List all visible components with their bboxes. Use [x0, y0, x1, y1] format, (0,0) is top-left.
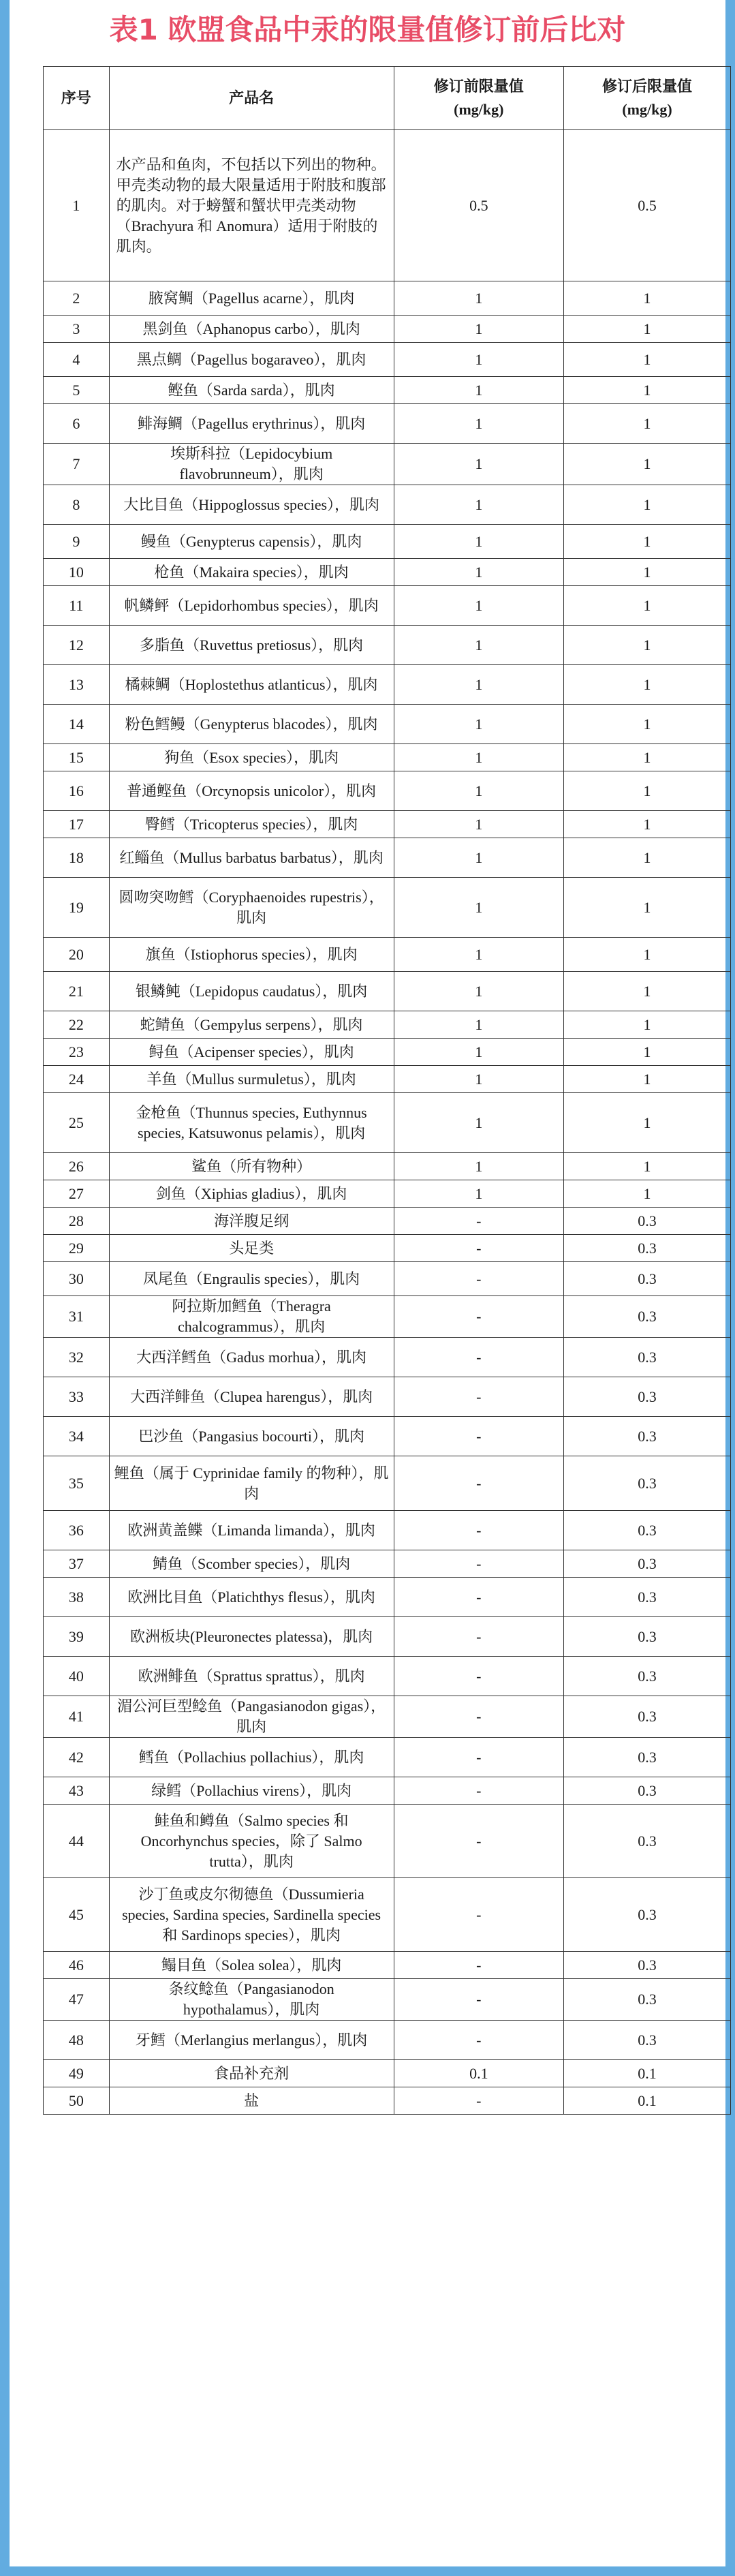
- cell-pre-limit: 1: [394, 404, 563, 444]
- cell-product-name: 鲤鱼（属于 Cyprinidae family 的物种），肌肉: [109, 1456, 394, 1511]
- cell-post-limit: 0.3: [564, 1262, 731, 1296]
- cell-no: 44: [44, 1805, 110, 1878]
- cell-post-limit: 1: [564, 586, 731, 626]
- cell-no: 28: [44, 1208, 110, 1235]
- table-row: [44, 404, 731, 444]
- cell-post-limit: 0.3: [564, 1550, 731, 1578]
- cell-product-name: 普通鲣鱼（Orcynopsis unicolor），肌肉: [109, 771, 394, 811]
- cell-pre-limit: -: [394, 1550, 563, 1578]
- table-row: [44, 1617, 731, 1657]
- table-row: [44, 485, 731, 525]
- cell-pre-limit: 1: [394, 972, 563, 1011]
- table-row: [44, 1338, 731, 1377]
- cell-pre-limit: 1: [394, 377, 563, 404]
- cell-pre-limit: 1: [394, 1011, 563, 1039]
- cell-post-limit: 1: [564, 1066, 731, 1093]
- cell-post-limit: 1: [564, 1180, 731, 1208]
- cell-product-name: 狗鱼（Esox species），肌肉: [109, 744, 394, 771]
- cell-post-limit: 0.3: [564, 1235, 731, 1262]
- cell-post-limit: 0.1: [564, 2060, 731, 2087]
- cell-pre-limit: -: [394, 1878, 563, 1952]
- cell-no: 42: [44, 1738, 110, 1777]
- cell-pre-limit: 1: [394, 771, 563, 811]
- cell-pre-limit: 1: [394, 444, 563, 485]
- cell-no: 36: [44, 1511, 110, 1550]
- table-row: [44, 1456, 731, 1511]
- cell-no: 38: [44, 1578, 110, 1617]
- cell-pre-limit: 1: [394, 316, 563, 343]
- header-post-label: 修订后限量值: [602, 78, 693, 95]
- cell-no: 13: [44, 665, 110, 705]
- table-row: [44, 1878, 731, 1952]
- cell-post-limit: 0.3: [564, 1979, 731, 2021]
- cell-no: 16: [44, 771, 110, 811]
- cell-product-name: 旗鱼（Istiophorus species），肌肉: [109, 938, 394, 972]
- cell-product-name: 鳗鱼（Genypterus capensis），肌肉: [109, 525, 394, 559]
- table-row: [44, 130, 731, 281]
- cell-no: 7: [44, 444, 110, 485]
- cell-no: 29: [44, 1235, 110, 1262]
- table-row: [44, 1093, 731, 1153]
- cell-product-name: 欧洲鲱鱼（Sprattus sprattus），肌肉: [109, 1657, 394, 1696]
- cell-no: 37: [44, 1550, 110, 1578]
- cell-post-limit: 1: [564, 316, 731, 343]
- cell-product-name: 盐: [109, 2087, 394, 2115]
- cell-post-limit: 1: [564, 1011, 731, 1039]
- cell-no: 26: [44, 1153, 110, 1180]
- cell-post-limit: 1: [564, 377, 731, 404]
- cell-pre-limit: 1: [394, 1066, 563, 1093]
- cell-pre-limit: -: [394, 2087, 563, 2115]
- table-row: [44, 1657, 731, 1696]
- cell-post-limit: 1: [564, 525, 731, 559]
- cell-pre-limit: 1: [394, 1180, 563, 1208]
- cell-post-limit: 1: [564, 878, 731, 938]
- cell-pre-limit: -: [394, 1262, 563, 1296]
- table-header-row: [44, 67, 731, 130]
- cell-pre-limit: -: [394, 1511, 563, 1550]
- cell-product-name: 大比目鱼（Hippoglossus species），肌肉: [109, 485, 394, 525]
- table-row: [44, 1039, 731, 1066]
- cell-product-name: 蛇鲭鱼（Gempylus serpens），肌肉: [109, 1011, 394, 1039]
- cell-no: 9: [44, 525, 110, 559]
- cell-product-name: 条纹鲶鱼（Pangasianodon hypothalamus），肌肉: [109, 1979, 394, 2021]
- table-title: 表1 欧盟食品中汞的限量值修订前后比对: [109, 13, 626, 46]
- table-row: [44, 281, 731, 316]
- cell-no: 18: [44, 838, 110, 878]
- cell-post-limit: 1: [564, 938, 731, 972]
- table-row: [44, 2087, 731, 2115]
- cell-no: 48: [44, 2021, 110, 2060]
- cell-post-limit: 0.3: [564, 1456, 731, 1511]
- cell-product-name: 多脂鱼（Ruvettus pretiosus），肌肉: [109, 626, 394, 665]
- cell-post-limit: 0.3: [564, 1338, 731, 1377]
- table-row: [44, 811, 731, 838]
- cell-no: 11: [44, 586, 110, 626]
- cell-product-name: 巴沙鱼（Pangasius bocourti），肌肉: [109, 1417, 394, 1456]
- table-row: [44, 1377, 731, 1417]
- cell-no: 39: [44, 1617, 110, 1657]
- cell-product-name: 金枪鱼（Thunnus species, Euthynnus species, Katsuwonus pelamis），肌肉: [109, 1093, 394, 1153]
- cell-pre-limit: -: [394, 1777, 563, 1805]
- cell-pre-limit: 1: [394, 343, 563, 377]
- cell-product-name: 埃斯科拉（Lepidocybium flavobrunneum），肌肉: [109, 444, 394, 485]
- cell-pre-limit: -: [394, 1208, 563, 1235]
- cell-product-name: 橘棘鲷（Hoplostethus atlanticus），肌肉: [109, 665, 394, 705]
- cell-post-limit: 1: [564, 559, 731, 586]
- table-row: [44, 972, 731, 1011]
- table-row: [44, 1952, 731, 1979]
- cell-no: 8: [44, 485, 110, 525]
- cell-no: 40: [44, 1657, 110, 1696]
- cell-no: 30: [44, 1262, 110, 1296]
- cell-pre-limit: -: [394, 1377, 563, 1417]
- cell-pre-limit: 1: [394, 811, 563, 838]
- cell-pre-limit: 1: [394, 705, 563, 744]
- header-pre-unit: (mg/kg): [454, 101, 504, 118]
- cell-post-limit: 0.3: [564, 1777, 731, 1805]
- cell-pre-limit: -: [394, 2021, 563, 2060]
- cell-pre-limit: -: [394, 1578, 563, 1617]
- mercury-limits-table: [43, 66, 731, 2115]
- cell-no: 2: [44, 281, 110, 316]
- cell-no: 22: [44, 1011, 110, 1039]
- cell-pre-limit: 1: [394, 281, 563, 316]
- cell-no: 12: [44, 626, 110, 665]
- cell-no: 43: [44, 1777, 110, 1805]
- cell-product-name: 湄公河巨型鲶鱼（Pangasianodon gigas），肌肉: [109, 1696, 394, 1738]
- cell-pre-limit: 1: [394, 938, 563, 972]
- cell-post-limit: 1: [564, 1093, 731, 1153]
- table-row: [44, 316, 731, 343]
- cell-post-limit: 0.5: [564, 130, 731, 281]
- cell-post-limit: 1: [564, 1039, 731, 1066]
- cell-no: 47: [44, 1979, 110, 2021]
- table-row: [44, 559, 731, 586]
- cell-no: 50: [44, 2087, 110, 2115]
- cell-no: 33: [44, 1377, 110, 1417]
- cell-post-limit: 0.3: [564, 1578, 731, 1617]
- table-row: [44, 878, 731, 938]
- cell-post-limit: 0.3: [564, 1208, 731, 1235]
- cell-post-limit: 1: [564, 771, 731, 811]
- cell-post-limit: 1: [564, 404, 731, 444]
- cell-post-limit: 1: [564, 281, 731, 316]
- cell-product-name: 欧洲比目鱼（Platichthys flesus），肌肉: [109, 1578, 394, 1617]
- table-row: [44, 1511, 731, 1550]
- cell-product-name: 沙丁鱼或皮尔彻德鱼（Dussumieria species, Sardina species, Sardinella species 和 Sardinops species），肌肉: [109, 1878, 394, 1952]
- cell-product-name: 腋窝鲷（Pagellus acarne），肌肉: [109, 281, 394, 316]
- cell-no: 21: [44, 972, 110, 1011]
- cell-pre-limit: 1: [394, 665, 563, 705]
- cell-post-limit: 0.3: [564, 1657, 731, 1696]
- cell-post-limit: 0.3: [564, 2021, 731, 2060]
- cell-no: 27: [44, 1180, 110, 1208]
- cell-pre-limit: -: [394, 1617, 563, 1657]
- table-row: [44, 444, 731, 485]
- cell-no: 3: [44, 316, 110, 343]
- cell-pre-limit: -: [394, 1952, 563, 1979]
- cell-pre-limit: -: [394, 1456, 563, 1511]
- cell-pre-limit: 1: [394, 525, 563, 559]
- cell-product-name: 欧洲板块(Pleuronectes platessa)，肌肉: [109, 1617, 394, 1657]
- cell-no: 46: [44, 1952, 110, 1979]
- cell-post-limit: 1: [564, 811, 731, 838]
- table-body: [44, 130, 731, 2115]
- cell-pre-limit: 1: [394, 1039, 563, 1066]
- cell-product-name: 大西洋鲱鱼（Clupea harengus），肌肉: [109, 1377, 394, 1417]
- header-pre-label: 修订前限量值: [433, 78, 524, 95]
- table-row: [44, 1417, 731, 1456]
- cell-no: 45: [44, 1878, 110, 1952]
- table-row: [44, 838, 731, 878]
- document-page: [10, 0, 725, 2566]
- cell-no: 35: [44, 1456, 110, 1511]
- cell-product-name: 黑剑鱼（Aphanopus carbo），肌肉: [109, 316, 394, 343]
- cell-product-name: 红鲻鱼（Mullus barbatus barbatus），肌肉: [109, 838, 394, 878]
- cell-pre-limit: 0.5: [394, 130, 563, 281]
- table-row: [44, 1011, 731, 1039]
- table-row: [44, 626, 731, 665]
- cell-product-name: 大西洋鳕鱼（Gadus morhua），肌肉: [109, 1338, 394, 1377]
- cell-post-limit: 0.1: [564, 2087, 731, 2115]
- cell-pre-limit: 1: [394, 586, 563, 626]
- cell-product-name: 水产品和鱼肉，不包括以下列出的物种。甲壳类动物的最大限量适用于附肢和腹部的肌肉。对于螃蟹和蟹状甲壳类动物（Brachyura 和 Anomura）适用于附肢的肌肉。: [109, 130, 394, 281]
- header-post-unit: (mg/kg): [622, 101, 672, 118]
- cell-post-limit: 1: [564, 343, 731, 377]
- table-row: [44, 1066, 731, 1093]
- cell-no: 17: [44, 811, 110, 838]
- table-row: [44, 771, 731, 811]
- table-row: [44, 1296, 731, 1338]
- cell-post-limit: 1: [564, 838, 731, 878]
- table-row: [44, 938, 731, 972]
- cell-pre-limit: -: [394, 1235, 563, 1262]
- table-row: [44, 1696, 731, 1738]
- header-post: [564, 67, 731, 130]
- cell-pre-limit: -: [394, 1417, 563, 1456]
- cell-no: 4: [44, 343, 110, 377]
- cell-product-name: 欧洲黄盖鲽（Limanda limanda），肌肉: [109, 1511, 394, 1550]
- cell-no: 23: [44, 1039, 110, 1066]
- cell-pre-limit: -: [394, 1979, 563, 2021]
- cell-post-limit: 1: [564, 744, 731, 771]
- cell-pre-limit: -: [394, 1657, 563, 1696]
- cell-post-limit: 0.3: [564, 1805, 731, 1878]
- cell-product-name: 鳎目鱼（Solea solea），肌肉: [109, 1952, 394, 1979]
- table-row: [44, 665, 731, 705]
- header-pre: [394, 67, 563, 130]
- cell-pre-limit: -: [394, 1738, 563, 1777]
- cell-no: 10: [44, 559, 110, 586]
- table-row: [44, 525, 731, 559]
- cell-no: 19: [44, 878, 110, 938]
- cell-post-limit: 0.3: [564, 1511, 731, 1550]
- cell-pre-limit: 1: [394, 559, 563, 586]
- cell-post-limit: 0.3: [564, 1417, 731, 1456]
- table-row: [44, 1235, 731, 1262]
- cell-no: 15: [44, 744, 110, 771]
- table-row: [44, 377, 731, 404]
- cell-product-name: 臀鳕（Tricopterus species），肌肉: [109, 811, 394, 838]
- cell-post-limit: 1: [564, 705, 731, 744]
- cell-post-limit: 1: [564, 626, 731, 665]
- cell-product-name: 食品补充剂: [109, 2060, 394, 2087]
- cell-no: 14: [44, 705, 110, 744]
- cell-pre-limit: -: [394, 1805, 563, 1878]
- table-row: [44, 1180, 731, 1208]
- cell-product-name: 圆吻突吻鳕（Coryphaenoides rupestris），肌肉: [109, 878, 394, 938]
- cell-post-limit: 0.3: [564, 1878, 731, 1952]
- cell-pre-limit: 1: [394, 838, 563, 878]
- cell-product-name: 粉色鳕鳗（Genypterus blacodes），肌肉: [109, 705, 394, 744]
- table-row: [44, 2060, 731, 2087]
- cell-no: 20: [44, 938, 110, 972]
- header-name: 产品名: [109, 67, 394, 130]
- table-row: [44, 1777, 731, 1805]
- cell-product-name: 绿鳕（Pollachius virens），肌肉: [109, 1777, 394, 1805]
- cell-post-limit: 1: [564, 1153, 731, 1180]
- table-row: [44, 1738, 731, 1777]
- cell-product-name: 鲟鱼（Acipenser species），肌肉: [109, 1039, 394, 1066]
- header-no: 序号: [44, 67, 110, 130]
- cell-post-limit: 1: [564, 972, 731, 1011]
- cell-product-name: 鲱海鲷（Pagellus erythrinus），肌肉: [109, 404, 394, 444]
- cell-pre-limit: 0.1: [394, 2060, 563, 2087]
- cell-no: 25: [44, 1093, 110, 1153]
- cell-no: 31: [44, 1296, 110, 1338]
- cell-product-name: 鲭鱼（Scomber species），肌肉: [109, 1550, 394, 1578]
- cell-post-limit: 0.3: [564, 1952, 731, 1979]
- cell-no: 1: [44, 130, 110, 281]
- cell-no: 32: [44, 1338, 110, 1377]
- table-row: [44, 744, 731, 771]
- table-row: [44, 1805, 731, 1878]
- cell-product-name: 鲣鱼（Sarda sarda），肌肉: [109, 377, 394, 404]
- cell-product-name: 海洋腹足纲: [109, 1208, 394, 1235]
- cell-product-name: 牙鳕（Merlangius merlangus），肌肉: [109, 2021, 394, 2060]
- cell-no: 6: [44, 404, 110, 444]
- cell-post-limit: 1: [564, 665, 731, 705]
- table-row: [44, 2021, 731, 2060]
- cell-pre-limit: 1: [394, 1153, 563, 1180]
- cell-product-name: 帆鳞鲆（Lepidorhombus species），肌肉: [109, 586, 394, 626]
- cell-post-limit: 0.3: [564, 1377, 731, 1417]
- table-row: [44, 586, 731, 626]
- table-row: [44, 343, 731, 377]
- cell-product-name: 鲨鱼（所有物种）: [109, 1153, 394, 1180]
- cell-post-limit: 0.3: [564, 1296, 731, 1338]
- cell-product-name: 银鳞鲀（Lepidopus caudatus），肌肉: [109, 972, 394, 1011]
- cell-product-name: 枪鱼（Makaira species），肌肉: [109, 559, 394, 586]
- cell-post-limit: 0.3: [564, 1696, 731, 1738]
- table-row: [44, 1578, 731, 1617]
- cell-product-name: 凤尾鱼（Engraulis species），肌肉: [109, 1262, 394, 1296]
- cell-pre-limit: 1: [394, 744, 563, 771]
- table-row: [44, 1262, 731, 1296]
- cell-pre-limit: 1: [394, 878, 563, 938]
- cell-no: 49: [44, 2060, 110, 2087]
- cell-product-name: 羊鱼（Mullus surmuletus），肌肉: [109, 1066, 394, 1093]
- cell-product-name: 黑点鲷（Pagellus bogaraveo），肌肉: [109, 343, 394, 377]
- cell-post-limit: 0.3: [564, 1738, 731, 1777]
- cell-product-name: 剑鱼（Xiphias gladius），肌肉: [109, 1180, 394, 1208]
- cell-pre-limit: -: [394, 1696, 563, 1738]
- cell-no: 24: [44, 1066, 110, 1093]
- cell-no: 5: [44, 377, 110, 404]
- cell-pre-limit: -: [394, 1296, 563, 1338]
- cell-product-name: 阿拉斯加鳕鱼（Theragra chalcogrammus），肌肉: [109, 1296, 394, 1338]
- cell-product-name: 头足类: [109, 1235, 394, 1262]
- cell-product-name: 鳕鱼（Pollachius pollachius），肌肉: [109, 1738, 394, 1777]
- cell-post-limit: 0.3: [564, 1617, 731, 1657]
- cell-pre-limit: 1: [394, 485, 563, 525]
- table-row: [44, 705, 731, 744]
- cell-pre-limit: 1: [394, 1093, 563, 1153]
- table-row: [44, 1153, 731, 1180]
- cell-pre-limit: 1: [394, 626, 563, 665]
- cell-product-name: 鲑鱼和鳟鱼（Salmo species 和 Oncorhynchus species，除了 Salmo trutta），肌肉: [109, 1805, 394, 1878]
- cell-pre-limit: -: [394, 1338, 563, 1377]
- table-row: [44, 1208, 731, 1235]
- cell-post-limit: 1: [564, 485, 731, 525]
- table-row: [44, 1979, 731, 2021]
- cell-post-limit: 1: [564, 444, 731, 485]
- cell-no: 34: [44, 1417, 110, 1456]
- table-row: [44, 1550, 731, 1578]
- cell-no: 41: [44, 1696, 110, 1738]
